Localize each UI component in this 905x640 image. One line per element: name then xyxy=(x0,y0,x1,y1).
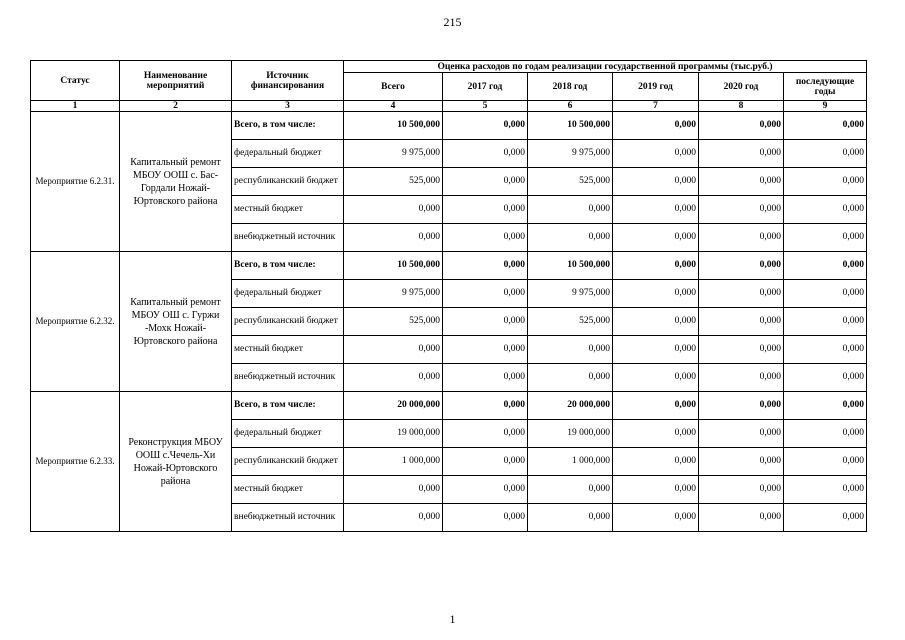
activity-name-cell: Реконструкция МБОУ ООШ с.Чечель-Хи Ножай-Юртовского района xyxy=(120,392,232,532)
amount-cell: 0,000 xyxy=(344,476,443,504)
activity-name-cell: Капитальный ремонт МБОУ ООШ с. Бас-Гордали Ножай-Юртовского района xyxy=(120,112,232,252)
amount-cell: 0,000 xyxy=(699,196,784,224)
funding-source-cell: внебюджетный источник xyxy=(232,504,344,532)
amount-cell: 19 000,000 xyxy=(344,420,443,448)
table-header xyxy=(31,61,867,112)
amount-cell: 0,000 xyxy=(613,140,699,168)
amount-cell: 0,000 xyxy=(443,112,528,140)
table-body xyxy=(31,112,867,532)
amount-cell: 0,000 xyxy=(613,336,699,364)
amount-cell: 0,000 xyxy=(528,504,613,532)
funding-source-cell: федеральный бюджет xyxy=(232,420,344,448)
amount-cell: 0,000 xyxy=(699,420,784,448)
column-number: 7 xyxy=(613,101,699,112)
header-year-2019: 2019 год xyxy=(613,73,699,101)
amount-cell: 0,000 xyxy=(699,476,784,504)
amount-cell: 0,000 xyxy=(443,364,528,392)
column-number-row xyxy=(31,101,867,112)
amount-cell: 0,000 xyxy=(443,504,528,532)
amount-cell: 0,000 xyxy=(613,420,699,448)
amount-cell: 0,000 xyxy=(699,448,784,476)
amount-cell: 10 500,000 xyxy=(528,112,613,140)
funding-source-cell: внебюджетный источник xyxy=(232,364,344,392)
amount-cell: 0,000 xyxy=(613,364,699,392)
amount-cell: 0,000 xyxy=(443,476,528,504)
amount-cell: 20 000,000 xyxy=(528,392,613,420)
total-row xyxy=(31,252,867,280)
amount-cell: 0,000 xyxy=(784,280,867,308)
amount-cell: 0,000 xyxy=(784,448,867,476)
amount-cell: 0,000 xyxy=(784,420,867,448)
funding-source-cell: Всего, в том числе: xyxy=(232,252,344,280)
amount-cell: 0,000 xyxy=(613,476,699,504)
amount-cell: 0,000 xyxy=(613,308,699,336)
amount-cell: 0,000 xyxy=(699,336,784,364)
amount-cell: 9 975,000 xyxy=(528,140,613,168)
amount-cell: 10 500,000 xyxy=(344,252,443,280)
amount-cell: 0,000 xyxy=(528,364,613,392)
amount-cell: 0,000 xyxy=(699,504,784,532)
status-cell: Мероприятие 6.2.31. xyxy=(31,112,120,252)
column-number: 5 xyxy=(443,101,528,112)
amount-cell: 1 000,000 xyxy=(528,448,613,476)
amount-cell: 0,000 xyxy=(528,336,613,364)
header-estimate: Оценка расходов по годам реализации государственной программы (тыс.руб.) xyxy=(344,61,867,73)
amount-cell: 1 000,000 xyxy=(344,448,443,476)
amount-cell: 0,000 xyxy=(613,392,699,420)
amount-cell: 0,000 xyxy=(613,448,699,476)
amount-cell: 0,000 xyxy=(613,112,699,140)
amount-cell: 0,000 xyxy=(784,196,867,224)
header-source: Источник финансирования xyxy=(232,61,344,101)
header-year-2020: 2020 год xyxy=(699,73,784,101)
amount-cell: 0,000 xyxy=(699,392,784,420)
amount-cell: 0,000 xyxy=(443,252,528,280)
funding-source-cell: республиканский бюджет xyxy=(232,448,344,476)
header-year-2018: 2018 год xyxy=(528,73,613,101)
column-number: 6 xyxy=(528,101,613,112)
amount-cell: 0,000 xyxy=(699,364,784,392)
funding-source-cell: Всего, в том числе: xyxy=(232,112,344,140)
amount-cell: 0,000 xyxy=(443,392,528,420)
header-status: Статус xyxy=(31,61,120,101)
activity-name-cell: Капитальный ремонт МБОУ ОШ с. Гуржи -Мохк Ножай-Юртовского района xyxy=(120,252,232,392)
amount-cell: 0,000 xyxy=(784,308,867,336)
amount-cell: 0,000 xyxy=(784,392,867,420)
column-number: 8 xyxy=(699,101,784,112)
amount-cell: 9 975,000 xyxy=(528,280,613,308)
column-number: 3 xyxy=(232,101,344,112)
amount-cell: 0,000 xyxy=(528,196,613,224)
amount-cell: 525,000 xyxy=(344,168,443,196)
amount-cell: 0,000 xyxy=(784,224,867,252)
amount-cell: 0,000 xyxy=(784,252,867,280)
amount-cell: 0,000 xyxy=(344,504,443,532)
amount-cell: 0,000 xyxy=(784,476,867,504)
page-footer-mark: 1 xyxy=(449,612,456,626)
funding-source-cell: местный бюджет xyxy=(232,476,344,504)
total-row xyxy=(31,112,867,140)
funding-source-cell: федеральный бюджет xyxy=(232,140,344,168)
amount-cell: 0,000 xyxy=(784,336,867,364)
total-row xyxy=(31,392,867,420)
funding-source-cell: внебюджетный источник xyxy=(232,224,344,252)
amount-cell: 10 500,000 xyxy=(344,112,443,140)
amount-cell: 0,000 xyxy=(784,112,867,140)
amount-cell: 0,000 xyxy=(699,280,784,308)
amount-cell: 0,000 xyxy=(443,168,528,196)
header-name: Наименование мероприятий xyxy=(120,61,232,101)
amount-cell: 0,000 xyxy=(613,504,699,532)
amount-cell: 0,000 xyxy=(784,168,867,196)
amount-cell: 0,000 xyxy=(613,224,699,252)
amount-cell: 0,000 xyxy=(784,140,867,168)
amount-cell: 0,000 xyxy=(699,168,784,196)
page-number: 215 xyxy=(443,15,462,29)
amount-cell: 0,000 xyxy=(699,252,784,280)
header-year-subsequent: последующие годы xyxy=(784,73,867,101)
header-year-total: Всего xyxy=(344,73,443,101)
amount-cell: 0,000 xyxy=(344,336,443,364)
amount-cell: 0,000 xyxy=(443,196,528,224)
amount-cell: 0,000 xyxy=(699,224,784,252)
amount-cell: 0,000 xyxy=(784,364,867,392)
amount-cell: 0,000 xyxy=(344,224,443,252)
amount-cell: 20 000,000 xyxy=(344,392,443,420)
amount-cell: 0,000 xyxy=(699,140,784,168)
status-cell: Мероприятие 6.2.32. xyxy=(31,252,120,392)
amount-cell: 19 000,000 xyxy=(528,420,613,448)
amount-cell: 0,000 xyxy=(528,224,613,252)
amount-cell: 9 975,000 xyxy=(344,280,443,308)
amount-cell: 0,000 xyxy=(443,224,528,252)
amount-cell: 525,000 xyxy=(528,308,613,336)
amount-cell: 0,000 xyxy=(613,168,699,196)
funding-source-cell: республиканский бюджет xyxy=(232,168,344,196)
funding-source-cell: федеральный бюджет xyxy=(232,280,344,308)
amount-cell: 0,000 xyxy=(344,364,443,392)
amount-cell: 0,000 xyxy=(443,448,528,476)
amount-cell: 0,000 xyxy=(443,280,528,308)
amount-cell: 0,000 xyxy=(443,308,528,336)
amount-cell: 0,000 xyxy=(613,196,699,224)
funding-source-cell: республиканский бюджет xyxy=(232,308,344,336)
funding-source-cell: местный бюджет xyxy=(232,196,344,224)
column-number: 4 xyxy=(344,101,443,112)
header-year-2017: 2017 год xyxy=(443,73,528,101)
amount-cell: 0,000 xyxy=(443,420,528,448)
amount-cell: 525,000 xyxy=(344,308,443,336)
amount-cell: 10 500,000 xyxy=(528,252,613,280)
amount-cell: 0,000 xyxy=(699,112,784,140)
amount-cell: 0,000 xyxy=(443,140,528,168)
status-cell: Мероприятие 6.2.33. xyxy=(31,392,120,532)
column-number: 2 xyxy=(120,101,232,112)
funding-source-cell: местный бюджет xyxy=(232,336,344,364)
amount-cell: 0,000 xyxy=(784,504,867,532)
funding-source-cell: Всего, в том числе: xyxy=(232,392,344,420)
amount-cell: 9 975,000 xyxy=(344,140,443,168)
budget-table xyxy=(30,60,867,532)
column-number: 9 xyxy=(784,101,867,112)
amount-cell: 0,000 xyxy=(528,476,613,504)
amount-cell: 0,000 xyxy=(613,280,699,308)
amount-cell: 0,000 xyxy=(613,252,699,280)
amount-cell: 0,000 xyxy=(443,336,528,364)
amount-cell: 525,000 xyxy=(528,168,613,196)
amount-cell: 0,000 xyxy=(344,196,443,224)
amount-cell: 0,000 xyxy=(699,308,784,336)
column-number: 1 xyxy=(31,101,120,112)
